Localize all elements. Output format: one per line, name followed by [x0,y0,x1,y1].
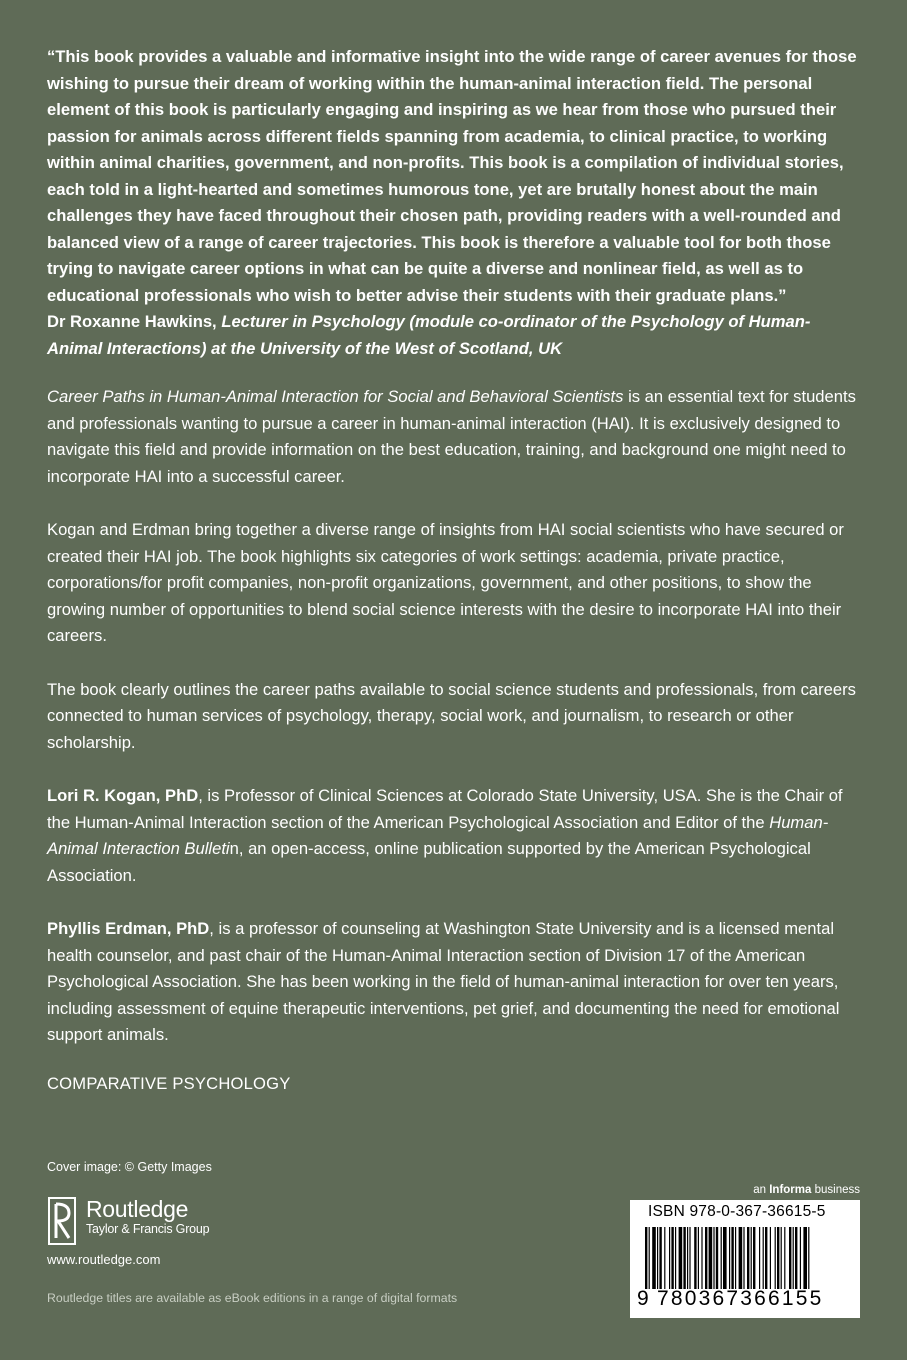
description-paragraph-1 [47,384,863,490]
informa-prefix: an [753,1184,770,1196]
publisher-logo-block [47,1196,209,1246]
barcode-number: 780367366155 [657,1287,824,1310]
erdman-bio-text: , is a professor of counseling at Washington State University and is a licensed mental health counselor, and past chair of the Human-Animal Interaction section of Division 17 of the American Psychological Association. She has been working in the field of human-animal interaction for over ten years, including assessment of equine therapeutic interventions, pet grief, and documenting the need for emotional support animals. [47,919,840,1044]
description-paragraph-2: Kogan and Erdman bring together a diverse range of insights from HAI social scientists who have secured or created their HAI job. The book highlights six categories of work settings: academia, private practice, corporations/for profit companies, non-profit organizations, government, and other positions, to show the growing number of opportunities to blend social science interests with the desire to incorporate HAI into their careers. [47,520,844,645]
informa-brand: Informa [769,1184,812,1196]
isbn-text: ISBN 978-0-367-36615-5 [648,1203,826,1220]
kogan-journal-title: Human-Animal Interaction Bulleti [47,812,829,858]
author-name-erdman: Phyllis Erdman, PhD [47,919,210,938]
informa-business-label [753,1184,860,1196]
isbn-barcode-box [630,1200,860,1318]
barcode-icon [637,1227,853,1289]
cover-image-credit: Cover image: © Getty Images [47,1160,212,1174]
review-quote: “This book provides a valuable and informative insight into the wide range of career avenues for those wishing to pursue their dream of working within the human-animal interaction field. The personal element of this book is particularly engaging and inspiring as we hear from those who pursued their passion for animals across different fields spanning from academia, to clinical practice, to working within animal charities, government, and non-profits. This book is a compilation of individual stories, each told in a light-hearted and sometimes humorous tone, yet are brutally honest about the main challenges they have faced throughout their chosen path, providing readers with a well-rounded and balanced view of a range of career trajectories. This book is therefore a valuable tool for both those trying to navigate career options in what can be quite a diverse and nonlinear field, as well as to educational professionals who wish to better advise their students with their graduate plans.” [47,47,857,305]
reviewer-name: Dr Roxanne Hawkins, [47,312,217,331]
routledge-logo-icon [47,1196,77,1246]
barcode-first-digit: 9 [637,1287,650,1310]
book-title: Career Paths in Human-Animal Interaction for Social and Behavioral Scientists [47,387,624,406]
kogan-bio-text-1: , is Professor of Clinical Sciences at Colorado State University, USA. She is the Chair of the Human-Animal Interaction section of the American Psychological Association and Editor of the [47,786,843,832]
back-cover-text [47,44,863,1094]
reviewer-role: Lecturer in Psychology (module co-ordinator of the Psychology of Human-Animal Interactions) at the University of the West of Scotland, UK [47,312,811,358]
review-attribution [47,309,863,362]
informa-suffix: business [811,1184,860,1196]
publisher-name-block [86,1196,209,1236]
author-name-kogan: Lori R. Kogan, PhD [47,786,199,805]
subject-category: COMPARATIVE PSYCHOLOGY [47,1073,291,1093]
publisher-website: www.routledge.com [47,1252,161,1267]
author-bio-erdman [47,916,863,1049]
ebook-note: Routledge titles are available as eBook editions in a range of digital formats [47,1291,458,1305]
publisher-group: Taylor & Francis Group [86,1222,210,1236]
barcode-digits [637,1287,855,1311]
description-paragraph-3: The book clearly outlines the career paths available to social science students and professionals, from careers connected to human services of psychology, therapy, social work, and journalism, to research or other scholarship. [47,679,856,752]
kogan-bio-text-2: n, an open-access, online publication supported by the American Psychological Association. [47,839,811,885]
publisher-name: Routledge [86,1196,189,1222]
author-bio-kogan [47,783,863,889]
description-p1-text: is an essential text for students and professionals wanting to pursue a career in human-animal interaction (HAI). It is exclusively designed to navigate this field and provide information on the best education, training, and background one might need to incorporate HAI into a successful career. [47,387,856,486]
